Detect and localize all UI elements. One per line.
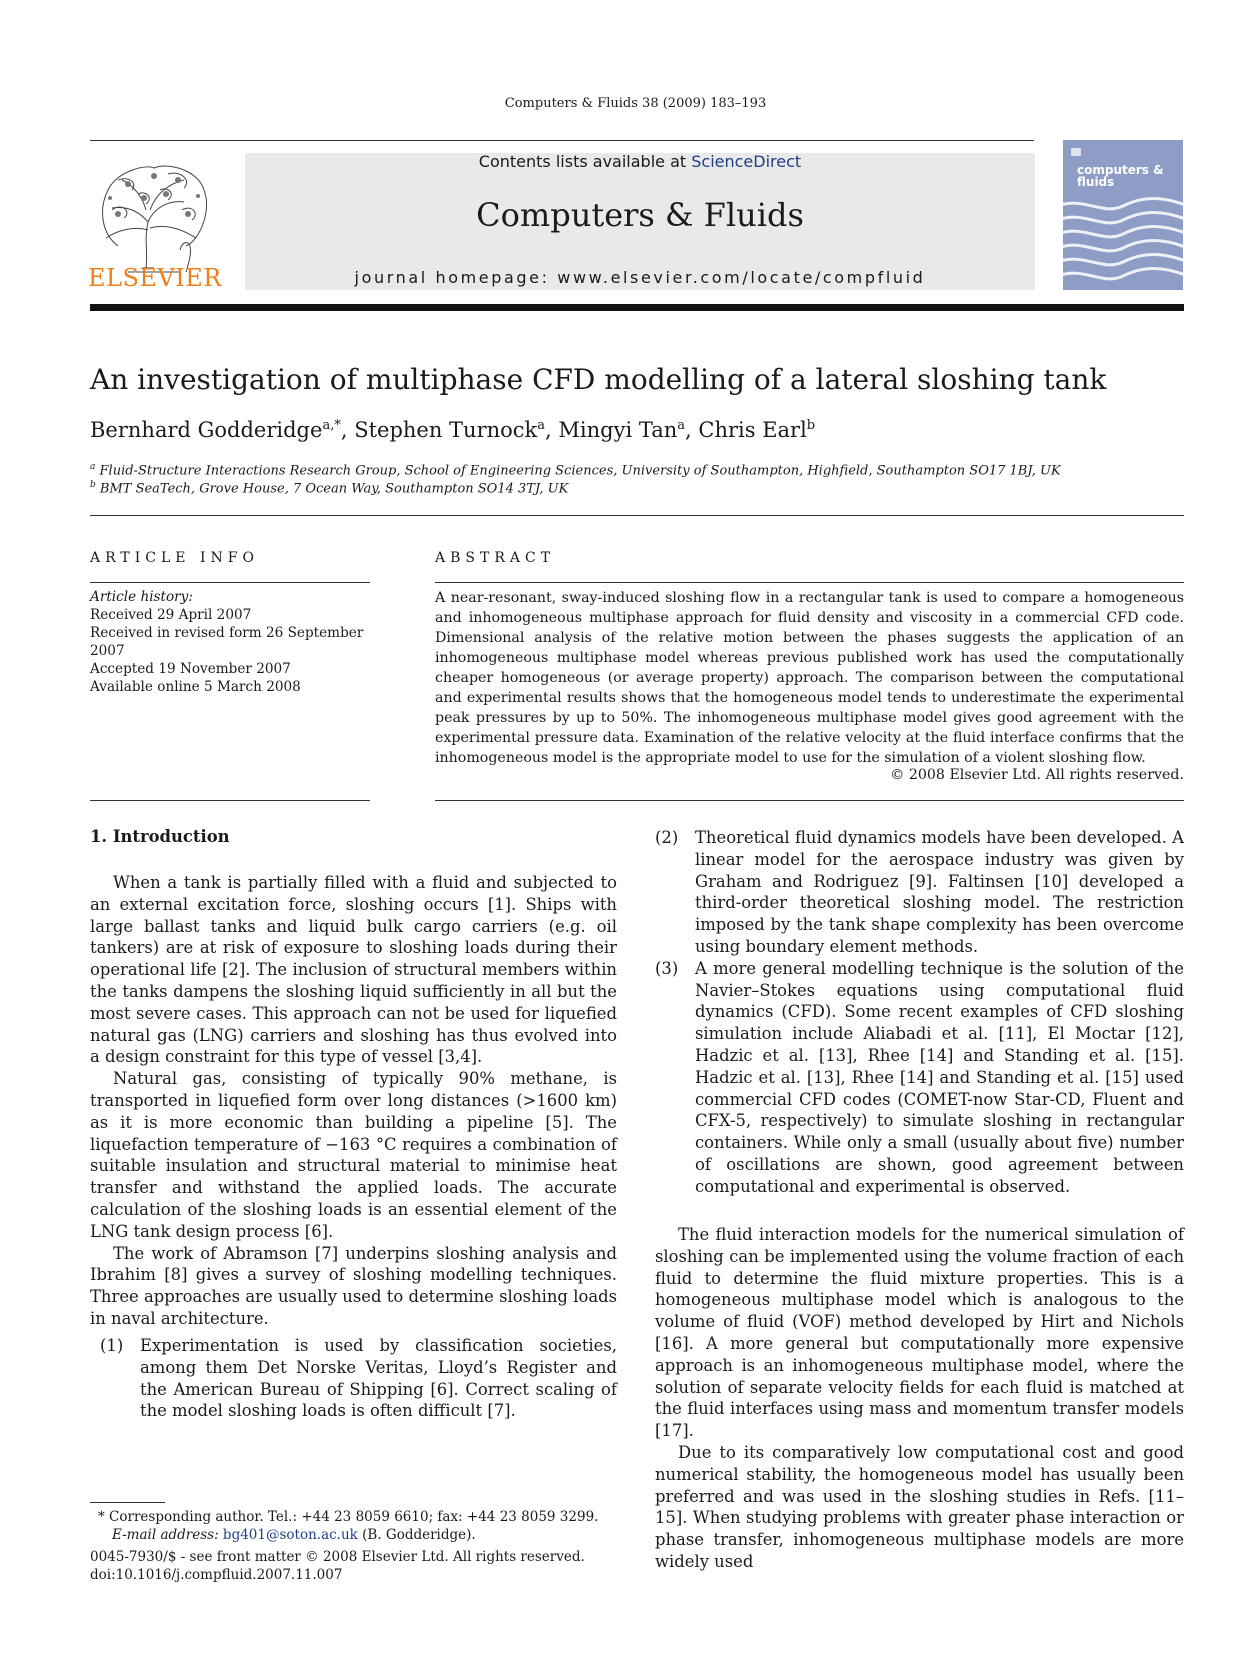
front-matter-info	[90, 1548, 585, 1584]
abstract-copyright: © 2008 Elsevier Ltd. All rights reserved.	[890, 767, 1184, 783]
running-head: Computers & Fluids 38 (2009) 183–193	[504, 96, 767, 111]
doi-line[interactable]: doi:10.1016/j.compfluid.2007.11.007	[90, 1567, 343, 1583]
affiliation-mark: b	[90, 480, 96, 490]
journal-title: Computers & Fluids	[476, 196, 804, 234]
affiliation-b	[90, 480, 568, 496]
list-number: (3)	[655, 958, 679, 978]
list-number: (1)	[100, 1336, 124, 1355]
list-text: Experimentation is used by classification societies, among them Det Norske Veritas, Lloyd’s Register and the American Bureau of Shipping [6]. Correct scaling of the model sloshing loads is often difficult [7].	[140, 1336, 617, 1421]
right-column	[655, 1224, 1184, 1573]
abstract-text: A near-resonant, sway-induced sloshing flow in a rectangular tank is used to compare a homogeneous and inhomogeneous multiphase approach for fluid density and viscosity in a commercial CFD code. Dimensional analysis of the relative motion between the phases suggests the application of an inhomogeneous multiphase model whereas previous published work has used the computationally cheaper homogeneous (or average property) approach. The comparison between the computational and experimental results shows that the homogeneous model tends to underestimate the experimental peak pressures by up to 50%. The inhomogeneous multiphase model gives good agreement with the experimental pressure data. Examination of the relative velocity at the fluid interface confirms that the inhomogeneous model is the appropriate model to use for the simulation of a violent sloshing flow.	[435, 590, 1184, 766]
affiliation-a	[90, 462, 1061, 478]
author-name: Stephen Turnock	[354, 418, 538, 442]
list-item	[655, 827, 1184, 958]
abstract-heading: ABSTRACT	[435, 550, 556, 566]
approach-list-right	[655, 827, 1184, 1198]
email-label: E-mail address:	[112, 1527, 219, 1543]
article-info-rule	[90, 582, 370, 583]
contents-prefix: Contents lists available at	[478, 152, 692, 171]
contents-line	[245, 152, 1035, 171]
body-paragraph: The work of Abramson [7] underpins sloshing analysis and Ibrahim [8] gives a survey of sloshing modelling techniques. Three approaches are usually used to determine sloshing loads in naval architecture.	[90, 1243, 617, 1328]
list-text: A more general modelling technique is the solution of the Navier–Stokes equations using computational fluid dynamics (CFD). Some recent examples of CFD sloshing simulation include Aliabadi et al. [11], El Moctar [12], Hadzic et al. [13], Rhee [14] and Standing et al. [15]. Hadzic et al. [13], Rhee [14] and Standing et al. [15] used commercial CFD codes (COMET-now Star-CD, Fluent and CFX-5, respectively) to simulate sloshing in rectangular containers. While only a small (usually about five) number of oscillations are shown, good agreement between computational and experimental is observed.	[695, 958, 1184, 1196]
history-label: Article history:	[90, 589, 193, 605]
list-item	[655, 958, 1184, 1198]
email-suffix: (B. Godderidge).	[362, 1527, 476, 1543]
body-paragraph: Natural gas, consisting of typically 90% methane, is transported in liquefied form over long distances (>1600 km) as it is more economic than building a pipeline [5]. The liquefaction temperature of −163 °C requires a combination of suitable insulation and structural material to minimise heat transfer and withstand the applied loads. The accurate calculation of the sloshing loads is an essential element of the LNG tank design process [6].	[90, 1069, 617, 1241]
corresponding-author-footnote	[98, 1502, 598, 1544]
author-name: Chris Earl	[698, 418, 807, 442]
history-accepted: Accepted 19 November 2007	[90, 661, 291, 677]
list-item	[100, 1335, 617, 1422]
author-list: Bernhard Godderidge$^{a,*}$, Stephen Turnock$^a$, Mingyi Tan$^a$, Chris Earl$^b$	[90, 418, 816, 442]
affiliation-text: BMT SeaTech, Grove House, 7 Ocean Way, Southampton SO14 3TJ, UK	[99, 481, 569, 497]
article-info-heading: ARTICLE INFO	[90, 550, 259, 566]
footnote-contact: Corresponding author. Tel.: +44 23 8059 6610; fax: +44 23 8059 3299.	[109, 1509, 599, 1525]
author-affiliation-mark[interactable]: a	[537, 418, 546, 433]
sciencedirect-link[interactable]: ScienceDirect	[691, 152, 802, 171]
article-title: An investigation of multiphase CFD modelling of a lateral sloshing tank	[90, 363, 1107, 396]
list-text: Theoretical fluid dynamics models have been developed. A linear model for the aerospace industry was given by Graham and Rodriguez [9]. Faltinsen [10] developed a third-order theoretical sloshing model. The restriction imposed by the tank shape complexity has been overcome using boundary element methods.	[695, 828, 1184, 956]
author-affiliation-mark[interactable]: a,*	[322, 418, 341, 433]
author-affiliation-mark[interactable]: b	[806, 418, 816, 433]
cover-title: computers & fluids	[1077, 163, 1164, 189]
history-received: Received 29 April 2007	[90, 607, 252, 623]
body-paragraph: Due to its comparatively low computational cost and good numerical stability, the homogeneous model has usually been preferred and was used in the sloshing studies in Refs. [11–15]. When studying problems with greater phase interaction or phase transfer, inhomogeneous multiphase models are more widely used	[655, 1442, 1184, 1571]
section-heading: 1. Introduction	[90, 827, 230, 846]
author-affiliation-mark[interactable]: a	[677, 418, 686, 433]
body-paragraph: The fluid interaction models for the numerical simulation of sloshing can be implemented using the volume fraction of each fluid to determine the fluid mixture properties. This is a homogeneous multiphase model which is analogous to the volume of fluid (VOF) method developed by Hirt and Nichols [16]. A more general but computationally more expensive approach is an inhomogeneous multiphase model, where the solution of separate velocity fields for each fluid is matched at the fluid interfaces using mass and momentum transfer models [17].	[655, 1225, 1184, 1441]
body-paragraph: When a tank is partially filled with a fluid and subjected to an external excitation force, sloshing occurs [1]. Ships with large ballast tanks and liquid bulk cargo carriers (e.g. oil tankers) are at risk of exposure to sloshing loads during their operational life [2]. The inclusion of structural members within the tanks dampens the sloshing liquid sufficiently in all but the most severe cases. This approach can not be used for liquefied natural gas (LNG) carriers and sloshing has thus evolved into a design constraint for this type of vessel [3,4].	[90, 873, 617, 1067]
issn-line: 0045-7930/$ - see front matter © 2008 Elsevier Ltd. All rights reserved.	[90, 1549, 585, 1565]
journal-cover-thumbnail[interactable]	[1063, 140, 1183, 290]
affiliation-rule	[90, 515, 1184, 516]
author-name: Bernhard Godderidge	[90, 418, 323, 442]
approach-list-left	[100, 1335, 617, 1422]
footnote-mark: *	[98, 1509, 105, 1525]
history-online: Available online 5 March 2008	[90, 679, 301, 695]
publisher-wordmark: ELSEVIER	[88, 264, 222, 292]
elsevier-logo[interactable]	[88, 150, 220, 292]
article-info-bottom-rule	[90, 800, 370, 801]
affiliation-text: Fluid-Structure Interactions Research Group, School of Engineering Sciences, University of Southampton, Highfield, Southampton SO17 1BJ, UK	[99, 463, 1061, 479]
journal-homepage[interactable]: journal homepage: www.elsevier.com/locate/compfluid	[354, 268, 926, 287]
affiliation-mark: a	[90, 462, 96, 472]
header-rule	[90, 140, 1034, 141]
history-revised: Received in revised form 26 September 2007	[90, 625, 364, 659]
list-number: (2)	[655, 828, 679, 847]
left-column	[90, 872, 617, 1330]
abstract-bottom-rule	[435, 800, 1184, 801]
header-thick-rule	[90, 304, 1184, 311]
abstract-rule	[435, 582, 1184, 583]
email-link[interactable]: bg401@soton.ac.uk	[222, 1527, 358, 1543]
author-name: Mingyi Tan	[558, 418, 678, 442]
article-history	[90, 588, 370, 696]
